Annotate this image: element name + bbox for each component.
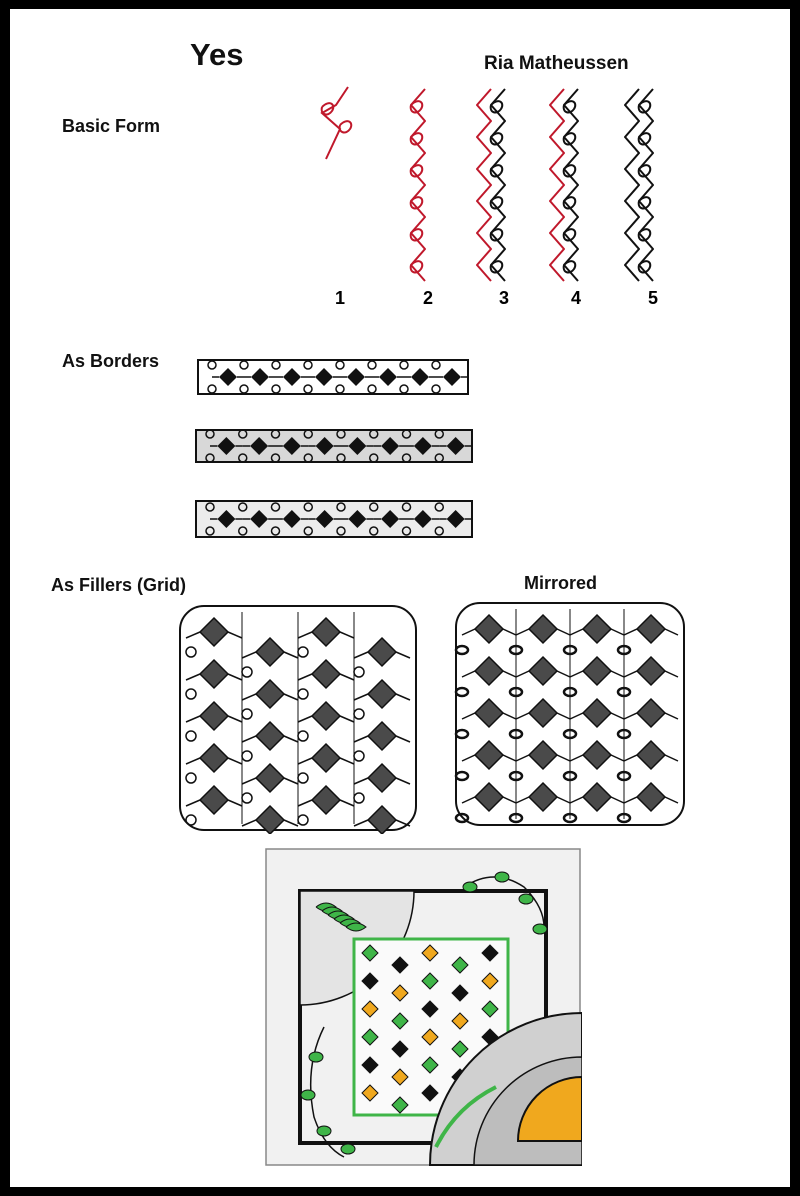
page-title: Yes [190, 37, 244, 72]
step-1-stroke [322, 87, 348, 159]
section-as-fillers: As Fillers (Grid) [51, 575, 187, 595]
tutorial-sheet [10, 9, 790, 1187]
section-mirrored: Mirrored [524, 573, 598, 593]
step-number-2: 2 [422, 288, 433, 308]
artwork-vine-leaf-6 [317, 1126, 331, 1136]
step-3-zigzag-b [477, 89, 491, 281]
step-number-1: 1 [334, 288, 345, 308]
author-name: Ria Matheussen [484, 53, 629, 74]
step-number-5: 5 [647, 288, 658, 308]
artwork-vine-leaf-3 [533, 924, 547, 934]
basic-form-steps [10, 9, 790, 299]
artwork-vine-leaf-5 [301, 1090, 315, 1100]
step-5-zigzag-b [625, 89, 639, 281]
step-1-loop-b [340, 121, 352, 132]
step-4-zigzag-b [550, 89, 564, 281]
border-example-1 [196, 354, 472, 400]
filler-grid-tile [176, 602, 420, 834]
step-number-4: 4 [570, 288, 581, 308]
mirrored-tile [452, 599, 688, 829]
artwork-vine-leaf-1 [495, 872, 509, 882]
section-as-borders: As Borders [62, 351, 160, 371]
step-5-zigzag-a [639, 89, 653, 281]
artwork-vine-leaf-7 [341, 1144, 355, 1154]
step-number-3: 3 [498, 288, 509, 308]
step-3-zigzag-a [491, 89, 505, 281]
artwork-vine-leaf-2 [519, 894, 533, 904]
artwork-vine-leaf-0 [463, 882, 477, 892]
step-4-zigzag-a [564, 89, 578, 281]
step-2-zigzag-a [411, 89, 425, 281]
border-example-3 [194, 495, 476, 543]
border-example-2 [194, 424, 476, 468]
section-basic-form: Basic Form [62, 116, 161, 136]
artwork-vine-leaf-4 [309, 1052, 323, 1062]
colored-zentangle-artwork [264, 847, 582, 1167]
